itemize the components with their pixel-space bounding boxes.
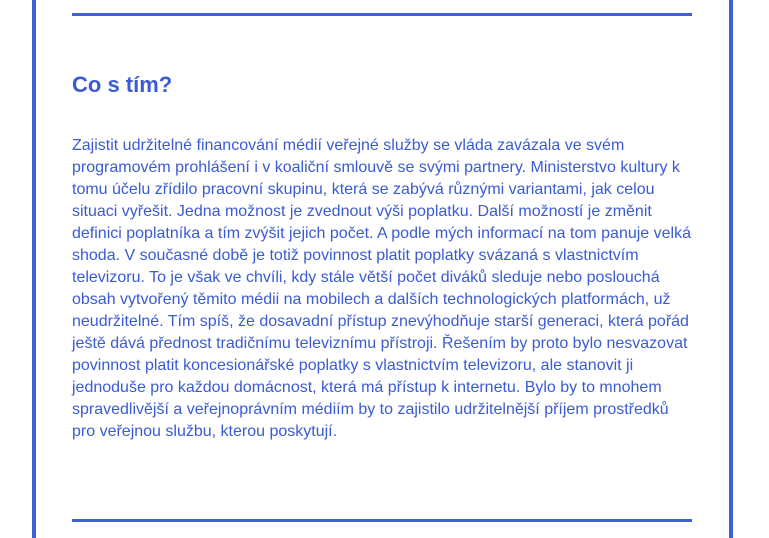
- top-divider: [72, 13, 692, 16]
- bottom-divider: [72, 519, 692, 522]
- section-paragraph: Zajistit udržitelné financování médií veřejné služby se vláda zavázala ve svém programovém prohlášení i v koaliční smlouvě se svými partnery. Ministerstvo kultury k tomu účelu zřídilo pracovní skupinu, která se zabývá různými variantami, jak celou situaci vyřešit. Jedna možnost je zvednout výši poplatku. Další možností je změnit definici poplatníka a tím zvýšit jejich počet. A podle mých informací na tom panuje velká shoda. V současné době je totiž povinnost platit poplatky svázaná s vlastnictvím televizoru. To je však ve chvíli, kdy stále větší počet diváků sleduje nebo poslouchá obsah vytvořený těmito médii na mobilech a dalších technologických platformách, už neudržitelné. Tím spíš, že dosavadní přístup znevýhodňuje starší generaci, která pořád ještě dává přednost tradičnímu televiznímu přístroji. Řešením by proto bylo nesvazovat povinnost platit koncesionářské poplatky s vlastnictvím televizoru, ale stanovit ji jednoduše pro každou domácnost, která má přístup k internetu. Bylo by to mnohem spravedlivější a veřejnoprávním médiím by to zajistilo udržitelnější příjem prostředků pro veřejnou službu, kterou poskytují.: [72, 137, 691, 440]
- section-heading: Co s tím?: [72, 72, 173, 97]
